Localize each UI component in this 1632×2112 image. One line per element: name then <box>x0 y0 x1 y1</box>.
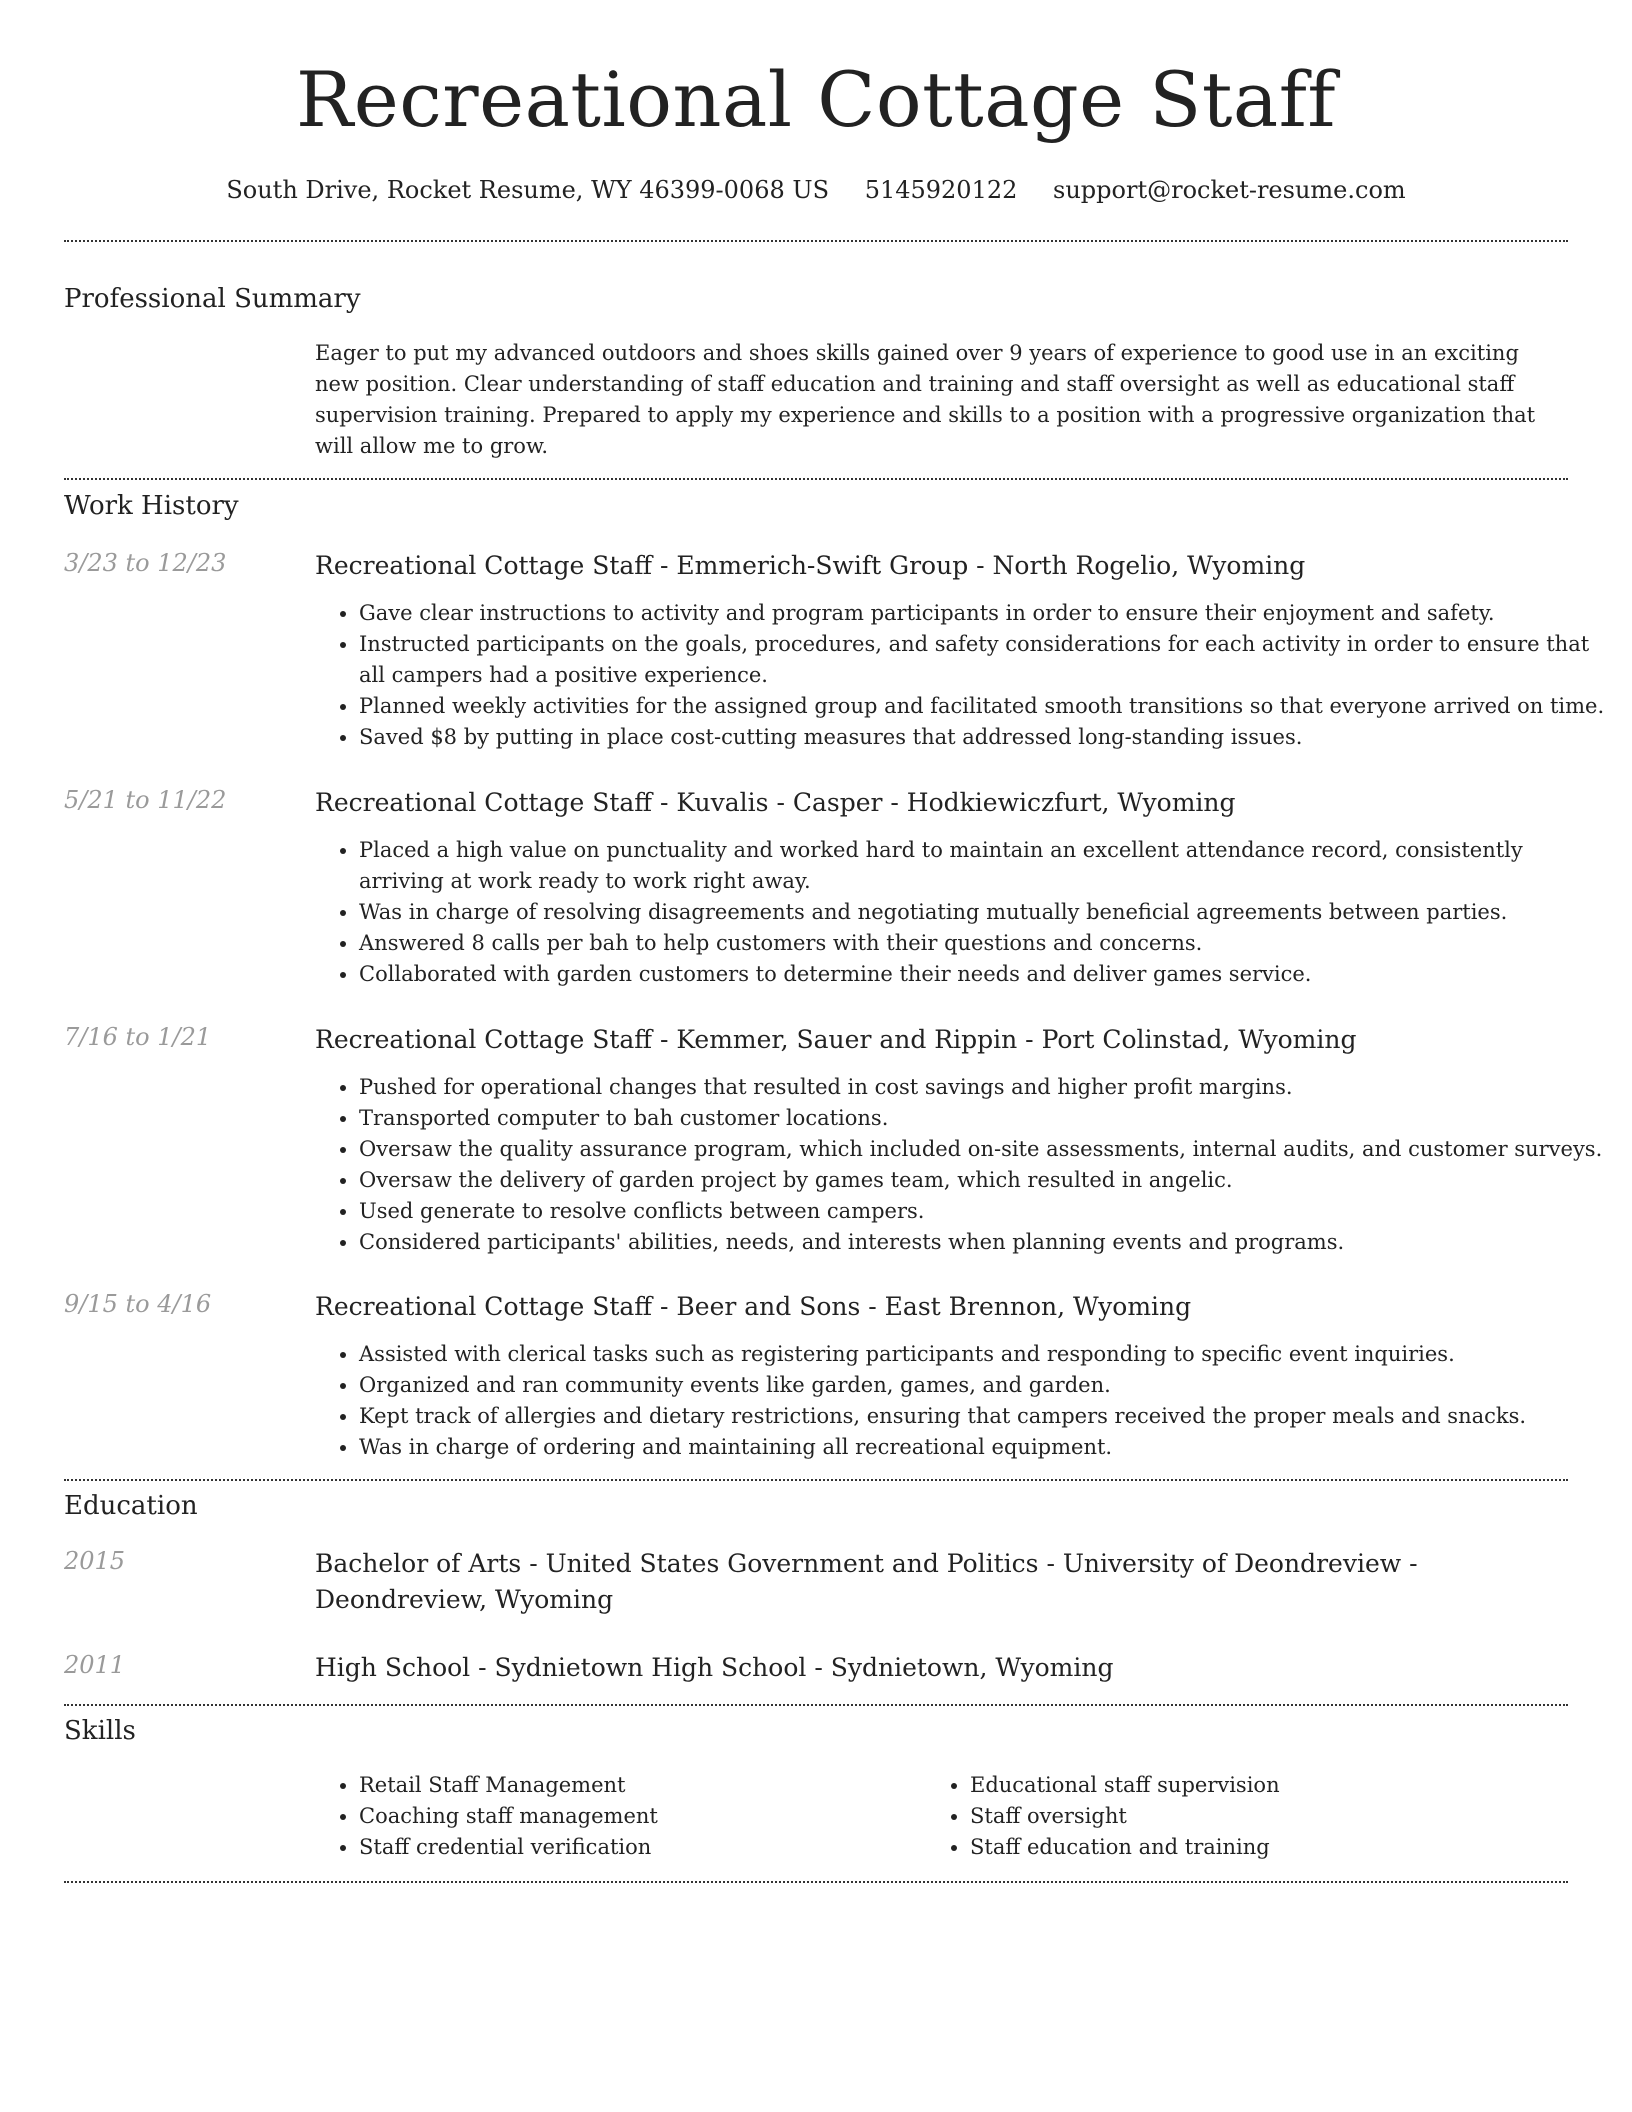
divider <box>64 1881 1568 1883</box>
candidate-name: Recreational Cottage Staff <box>296 55 1336 144</box>
skill-item: • Coaching staff management <box>359 1801 919 1832</box>
job-bullet: • Placed a high value on punctuality and worked hard to maintain an excellent attendance record, consistently arriving at work ready to work right away. <box>359 835 1612 897</box>
contact-address: South Drive, Rocket Resume, WY 46399-0068 US <box>226 176 830 204</box>
job-heading: Recreational Cottage Staff - Emmerich-Swift Group - North Rogelio, Wyoming <box>315 551 1306 580</box>
job-dates: 3/23 to 12/23 <box>64 549 227 577</box>
job-bullet: • Pushed for operational changes that resulted in cost savings and higher profit margins. <box>359 1072 1612 1103</box>
job-bullet: • Gave clear instructions to activity and program participants in order to ensure their enjoyment and safety. <box>359 598 1612 629</box>
contact-line <box>64 176 1568 204</box>
resume-header <box>64 0 1568 204</box>
job-bullet: • Was in charge of ordering and maintaining all recreational equipment. <box>359 1432 1612 1463</box>
job-bullet: • Planned weekly activities for the assigned group and facilitated smooth transitions so that everyone arrived on time. <box>359 691 1612 722</box>
job-dates: 7/16 to 1/21 <box>64 1023 212 1051</box>
divider <box>64 240 1568 242</box>
job-bullet: • Assisted with clerical tasks such as registering participants and responding to specific event inquiries. <box>359 1339 1612 1370</box>
divider <box>64 1704 1568 1706</box>
section-title-work-history: Work History <box>64 491 239 521</box>
education-heading: Bachelor of Arts - United States Government and Politics - University of Deondreview - Deondreview, Wyoming <box>315 1549 1418 1614</box>
job-bullet: • Organized and ran community events like garden, games, and garden. <box>359 1370 1612 1401</box>
job-bullet: • Used generate to resolve conflicts between campers. <box>359 1196 1612 1227</box>
job-bullet: • Transported computer to bah customer locations. <box>359 1103 1612 1134</box>
job-heading: Recreational Cottage Staff - Kuvalis - Casper - Hodkiewiczfurt, Wyoming <box>315 788 1236 817</box>
skills-list-right <box>926 1770 1530 1863</box>
summary-text: Eager to put my advanced outdoors and shoes skills gained over 9 years of experience to good use in an exciting new position. Clear understanding of staff education and training and staff oversight as well as educational staff supervision training. Prepared to apply my experience and skills to a position with a progressive organization that will allow me to grow. <box>315 341 1536 458</box>
job-bullet: • Oversaw the delivery of garden project by games team, which resulted in angelic. <box>359 1165 1612 1196</box>
job-heading: Recreational Cottage Staff - Kemmer, Sauer and Rippin - Port Colinstad, Wyoming <box>315 1025 1357 1054</box>
skill-item: • Staff credential verification <box>359 1832 919 1863</box>
education-year: 2011 <box>64 1651 126 1679</box>
skill-item: • Staff education and training <box>970 1832 1530 1863</box>
divider <box>64 478 1568 480</box>
job-bullets <box>315 598 1612 753</box>
job-dates: 5/21 to 11/22 <box>64 786 227 814</box>
education-heading: High School - Sydnietown High School - Sydnietown, Wyoming <box>315 1653 1114 1682</box>
section-title-education: Education <box>64 1491 198 1521</box>
skill-item: • Educational staff supervision <box>970 1770 1530 1801</box>
job-bullet: • Saved $8 by putting in place cost-cutting measures that addressed long-standing issues. <box>359 722 1612 753</box>
contact-phone: 5145920122 <box>864 176 1018 204</box>
skill-item: • Staff oversight <box>970 1801 1530 1832</box>
skills-list-left <box>315 1770 919 1863</box>
education-year: 2015 <box>64 1547 126 1575</box>
job-heading: Recreational Cottage Staff - Beer and Sons - East Brennon, Wyoming <box>315 1292 1192 1321</box>
job-bullets <box>315 835 1612 990</box>
job-bullet: • Answered 8 calls per bah to help customers with their questions and concerns. <box>359 928 1612 959</box>
job-bullet: • Kept track of allergies and dietary restrictions, ensuring that campers received the proper meals and snacks. <box>359 1401 1612 1432</box>
job-bullets <box>315 1339 1612 1463</box>
job-bullet: • Was in charge of resolving disagreements and negotiating mutually beneficial agreements between parties. <box>359 897 1612 928</box>
skill-item: • Retail Staff Management <box>359 1770 919 1801</box>
job-bullet: • Considered participants' abilities, needs, and interests when planning events and programs. <box>359 1227 1612 1258</box>
job-bullets <box>315 1072 1612 1258</box>
job-bullet: • Collaborated with garden customers to determine their needs and deliver games service. <box>359 959 1612 990</box>
job-bullet: • Oversaw the quality assurance program, which included on-site assessments, internal audits, and customer surveys. <box>359 1134 1612 1165</box>
divider <box>64 1479 1568 1481</box>
section-title-skills: Skills <box>64 1716 136 1746</box>
section-title-summary: Professional Summary <box>64 284 361 314</box>
contact-email: support@rocket-resume.com <box>1053 176 1406 204</box>
job-bullet: • Instructed participants on the goals, procedures, and safety considerations for each activity in order to ensure that all campers had a positive experience. <box>359 629 1612 691</box>
job-dates: 9/15 to 4/16 <box>64 1290 212 1318</box>
